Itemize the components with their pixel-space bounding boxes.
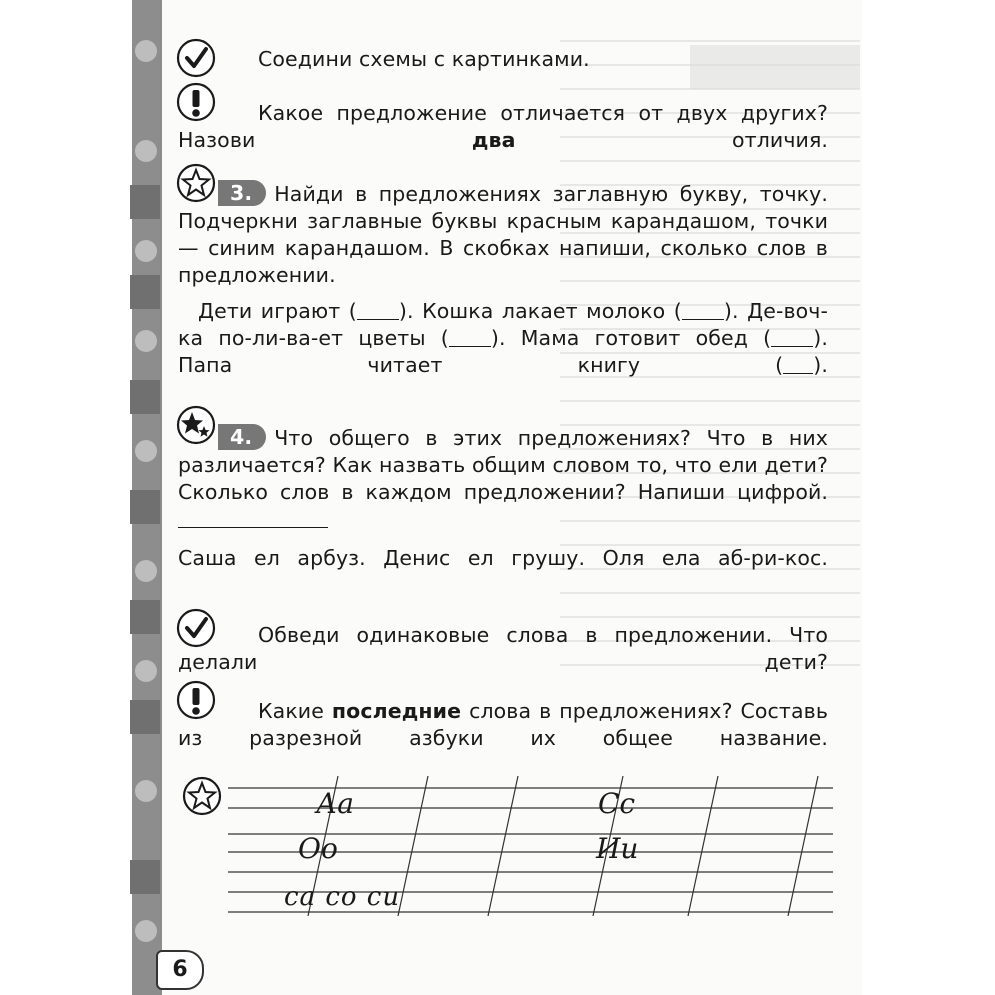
cursive-Ii: Ии (596, 832, 639, 865)
page-number: 6 (156, 950, 204, 990)
task-3-text: Найди в предложениях заглавную букву, точку. Подчеркни заглавные буквы красным карандашом, точки — синим карандашом. В скобках напиши, сколько слов в предложении. (178, 182, 828, 287)
task-3-sentences: Дети играют ( ). Кошка лакает молоко ( ). Де-воч-ка по-ли-ва-ет цветы ( ). Мама готовит обед ( ). Папа читает книгу ( ). (178, 299, 828, 377)
answer-blank[interactable] (357, 303, 399, 320)
task-number-4: 4. (218, 424, 266, 450)
answer-blank[interactable] (682, 303, 724, 320)
task-which: Какое предложение отличается от двух других? Назови два отличия. (178, 101, 829, 152)
task-last: Какие последние слова в предложениях? Составь из разрезной азбуки их общее название. (178, 699, 828, 750)
bold-word: два (471, 128, 516, 152)
task-4 (178, 424, 828, 532)
answer-blank[interactable] (783, 357, 813, 374)
bold-word: последние (331, 699, 462, 723)
task-connect-text: Соедини схемы с картинками. (258, 47, 590, 71)
task-circle-text: Обведи одинаковые слова в предложении. Что делали дети? (178, 623, 828, 674)
answer-blank[interactable] (178, 511, 328, 528)
task-4-text: Что общего в этих предложениях? Что в них различается? Как назвать общим словом то, что ели дети? Сколько слов в каждом предложении? Напиши цифрой. (178, 426, 828, 504)
task-circle (178, 622, 828, 676)
task-number-3: 3. (218, 180, 266, 206)
cursive-Oo: Оо (298, 832, 338, 865)
alphabet-strip (132, 0, 162, 995)
star-icon (182, 776, 222, 816)
task-connect (178, 46, 828, 73)
task-4-sentences: Саша ел арбуз. Денис ел грушу. Оля ела аб-ри-кос. (178, 546, 828, 570)
cursive-Cc: Сс (598, 787, 636, 820)
cursive-Aa: Аа (316, 787, 354, 820)
task-3 (178, 180, 828, 288)
cursive-syllables: са со си (284, 882, 401, 912)
answer-blank[interactable] (771, 330, 813, 347)
answer-blank[interactable] (449, 330, 491, 347)
